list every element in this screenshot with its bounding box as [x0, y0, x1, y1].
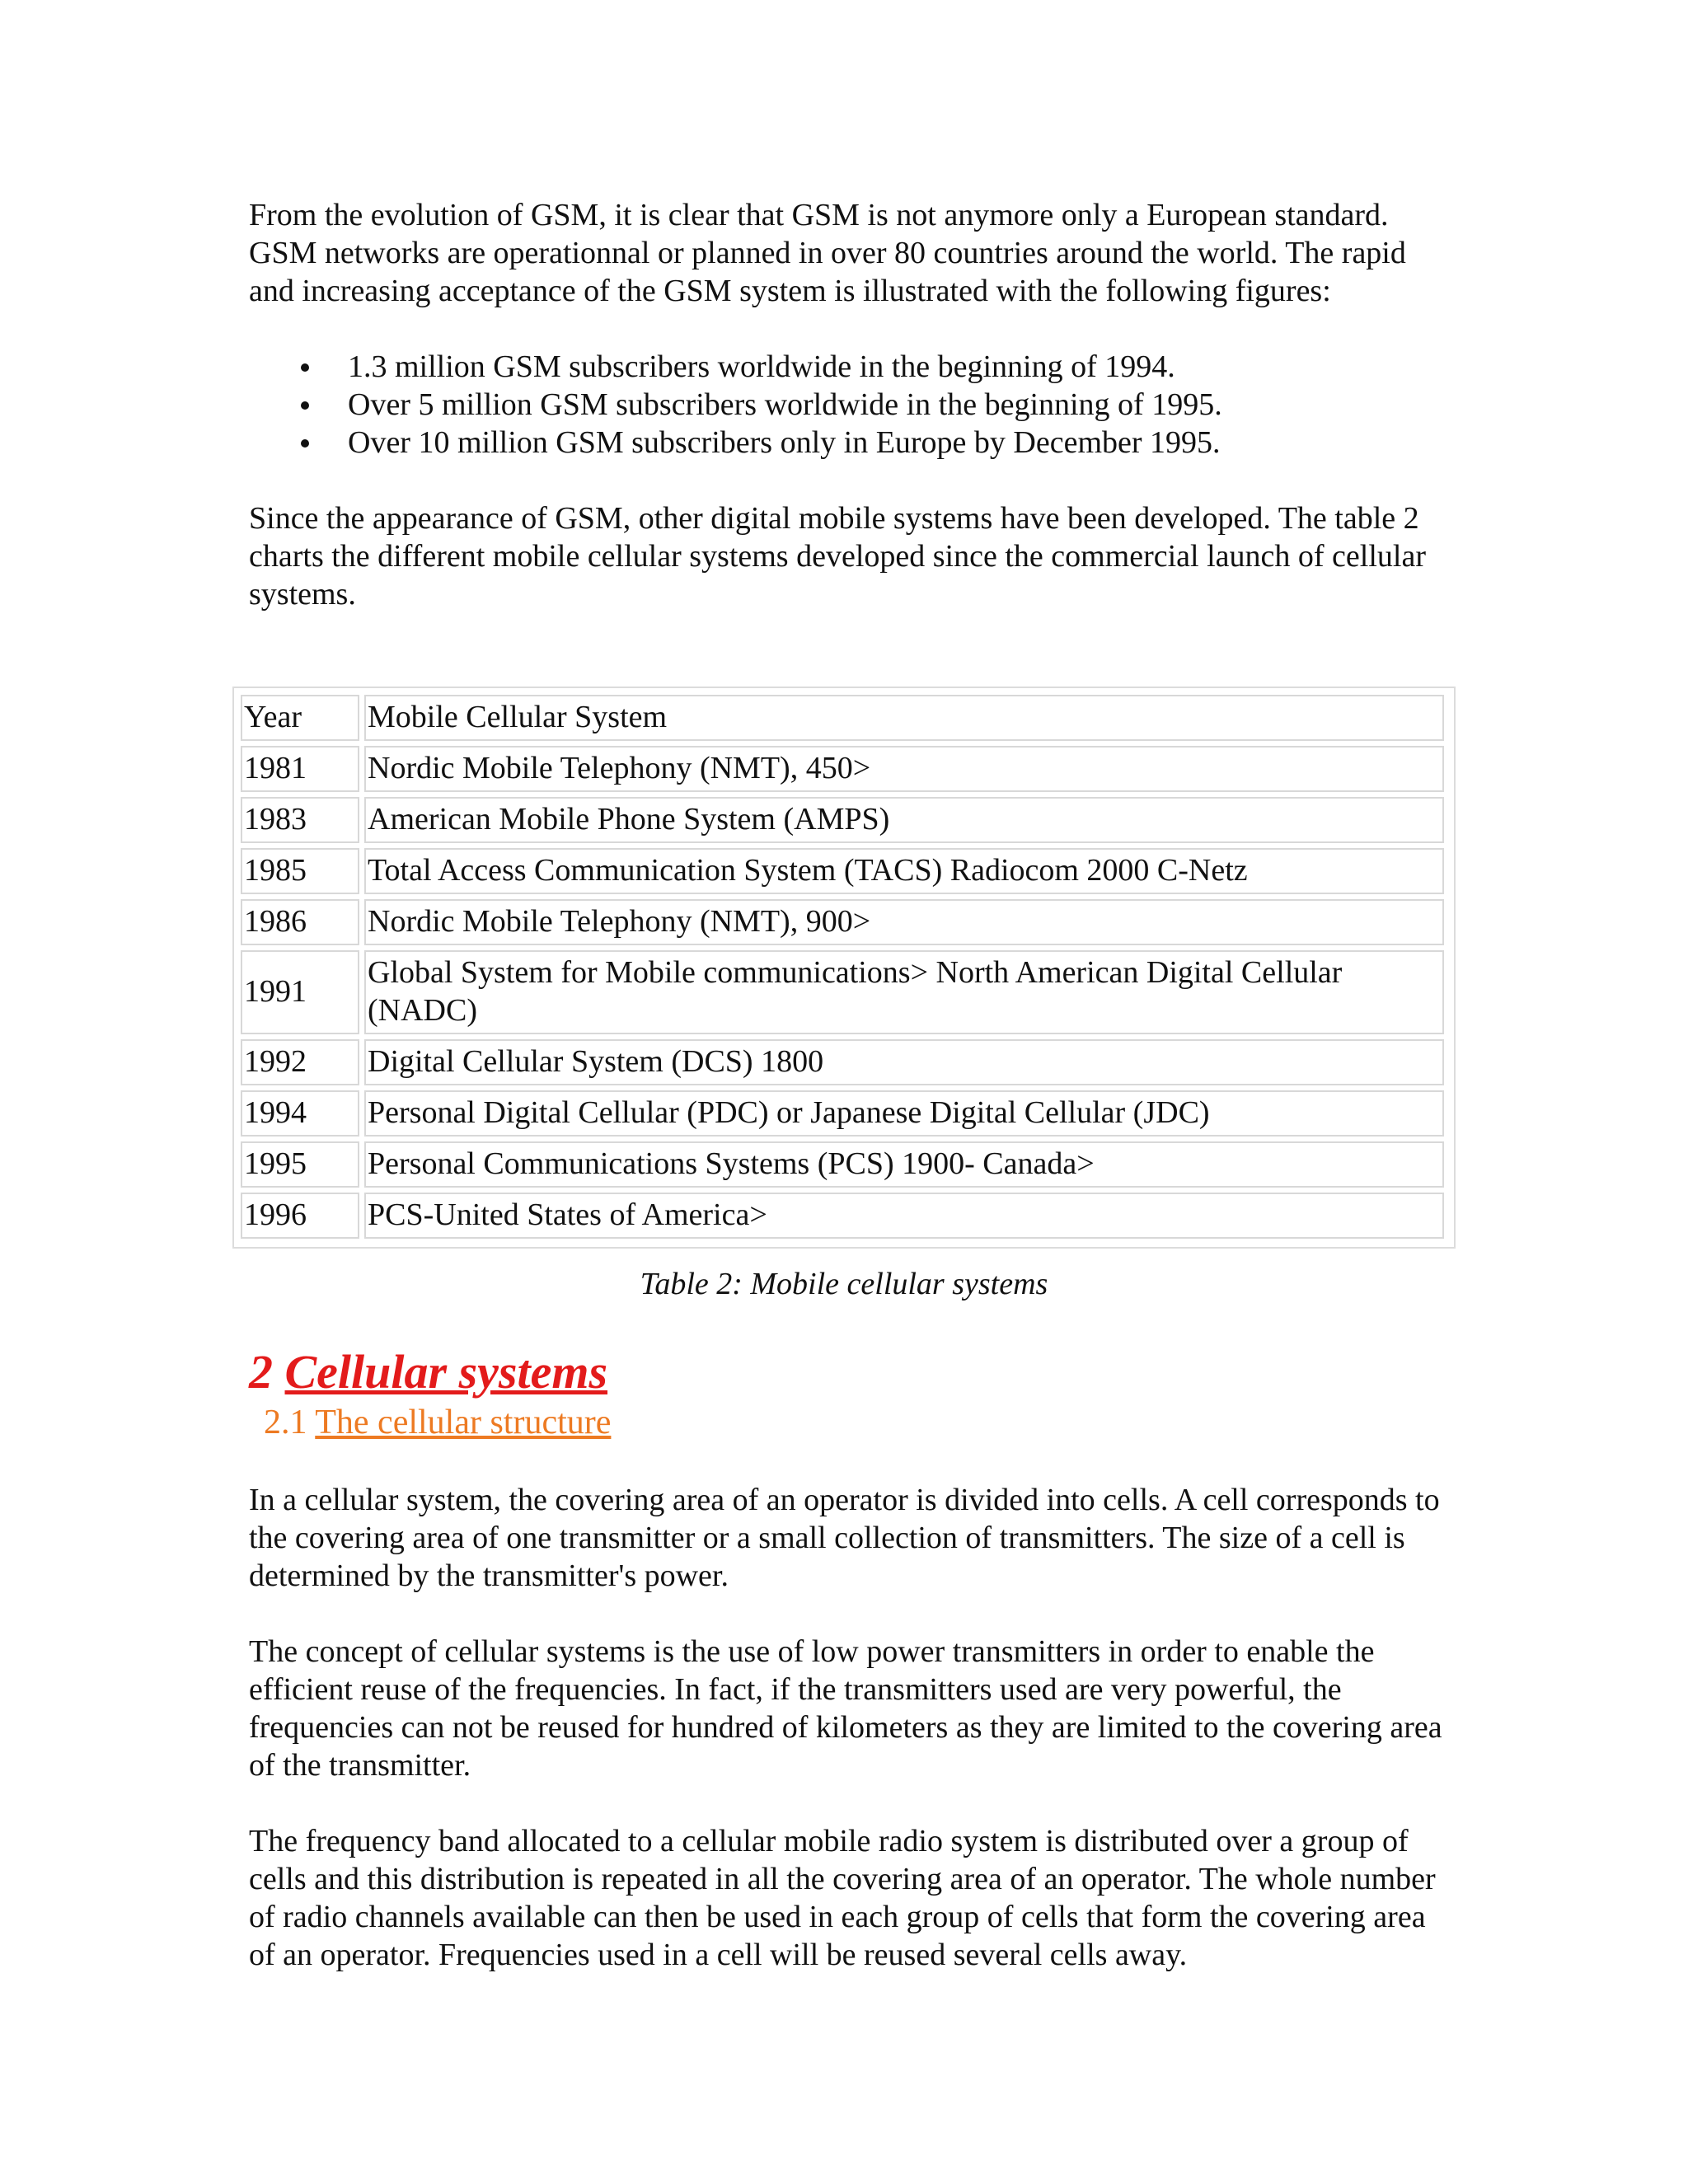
subsection-number: 2.1: [264, 1404, 307, 1441]
table-row: [241, 1193, 1444, 1239]
intro-paragraph: From the evolution of GSM, it is clear that GSM is not anymore only a European standard. GSM networks are operationnal or planned in over 80 countries around the world. The rapid and increasing acceptance of the GSM system is illustrated with the following figures:: [249, 198, 1406, 308]
cellular-structure-body: [249, 1481, 1452, 1974]
table-row: [241, 746, 1444, 792]
section-number: 2: [249, 1345, 273, 1399]
cell-year: 1986: [241, 899, 359, 945]
table-row: [241, 1141, 1444, 1188]
body-paragraph: In a cellular system, the covering area of an operator is divided into cells. A cell corresponds to the covering area of one transmitter or a small collection of transmitters. The size of a cell is determined by the transmitter's power.: [249, 1483, 1440, 1593]
cell-year: 1983: [241, 797, 359, 843]
list-item-text: Over 5 million GSM subscribers worldwide in the beginning of 1995.: [348, 387, 1222, 422]
table-row: [241, 1090, 1444, 1137]
subsection-heading: [264, 1401, 611, 1444]
cell-year: 1994: [241, 1090, 359, 1137]
cell-year: 1996: [241, 1193, 359, 1239]
mobile-systems-table: [236, 690, 1449, 1244]
table-intro-paragraph: Since the appearance of GSM, other digital mobile systems have been developed. The table 2 charts the different mobile cellular systems developed since the commercial launch of cellular systems.: [249, 501, 1426, 612]
list-item-text: Over 10 million GSM subscribers only in Europe by December 1995.: [348, 425, 1221, 460]
cell-system: Personal Digital Cellular (PDC) or Japanese Digital Cellular (JDC): [364, 1090, 1444, 1137]
table-row: [241, 950, 1444, 1034]
cell-system: Nordic Mobile Telephony (NMT), 450>: [364, 746, 1444, 792]
bullet-icon: [301, 363, 309, 372]
body-paragraph: The frequency band allocated to a cellular mobile radio system is distributed over a group of cells and this distribution is repeated in all the covering area of an operator. The whole number of radio channels available can then be used in each group of cells that form the covering area of an operator. Frequencies used in a cell will be reused several cells away.: [249, 1824, 1436, 1972]
table-row: [241, 1039, 1444, 1085]
systems-table-frame: [232, 687, 1456, 1249]
table-caption: Table 2: Mobile cellular systems: [640, 1267, 1048, 1301]
cell-system: Personal Communications Systems (PCS) 1900- Canada>: [364, 1141, 1444, 1188]
cell-system: Digital Cellular System (DCS) 1800: [364, 1039, 1444, 1085]
cell-year: 1991: [241, 950, 359, 1034]
cell-system: Total Access Communication System (TACS) Radiocom 2000 C-Netz: [364, 848, 1444, 894]
subscriber-list: [249, 348, 1452, 462]
section-title-link[interactable]: Cellular systems: [284, 1345, 608, 1399]
section-heading: [249, 1343, 607, 1401]
header-system: Mobile Cellular System: [364, 695, 1444, 741]
cell-system: Global System for Mobile communications> North American Digital Cellular (NADC): [364, 950, 1444, 1034]
table-header-row: [241, 695, 1444, 741]
list-item: [348, 386, 1452, 424]
table-row: [241, 899, 1444, 945]
cell-year: 1995: [241, 1141, 359, 1188]
table-row: [241, 848, 1444, 894]
body-paragraph: The concept of cellular systems is the use of low power transmitters in order to enable the efficient reuse of the frequencies. In fact, if the transmitters used are very powerful, the frequencies can not be reused for hundred of kilometers as they are limited to the covering area of the transmitter.: [249, 1634, 1442, 1783]
cell-year: 1992: [241, 1039, 359, 1085]
cell-system: American Mobile Phone System (AMPS): [364, 797, 1444, 843]
cell-system: PCS-United States of America>: [364, 1193, 1444, 1239]
cell-system: Nordic Mobile Telephony (NMT), 900>: [364, 899, 1444, 945]
intro-section: [249, 196, 1452, 613]
cell-year: 1985: [241, 848, 359, 894]
table-row: [241, 797, 1444, 843]
cell-year: 1981: [241, 746, 359, 792]
bullet-icon: [301, 439, 309, 448]
subsection-title-link[interactable]: The cellular structure: [315, 1404, 612, 1441]
header-year: Year: [241, 695, 359, 741]
list-item: [348, 424, 1452, 462]
list-item-text: 1.3 million GSM subscribers worldwide in the beginning of 1994.: [348, 349, 1175, 384]
list-item: [348, 348, 1452, 386]
bullet-icon: [301, 401, 309, 410]
